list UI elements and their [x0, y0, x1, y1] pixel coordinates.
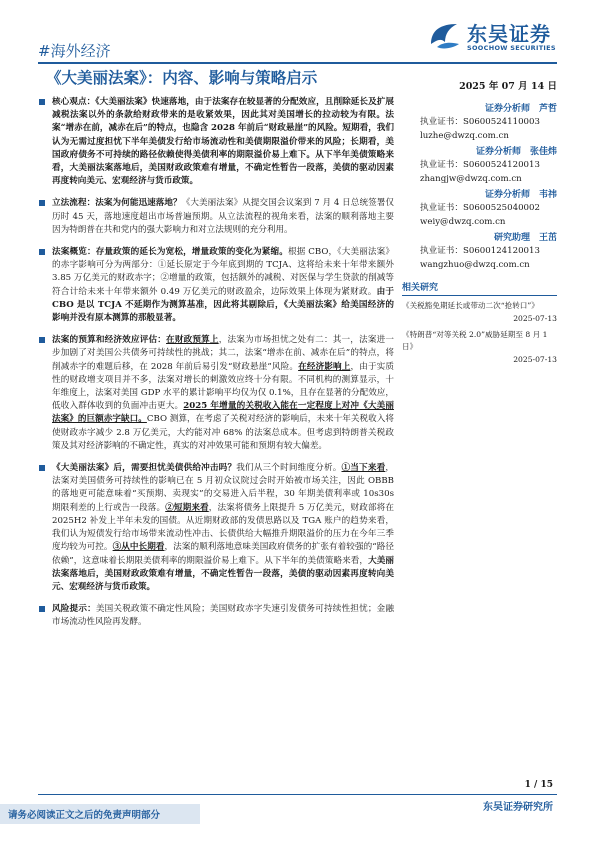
- bullet-icon: [39, 465, 45, 471]
- para-bold-tail: 由于 CBO 是以 TCJA 不延期作为测算基准，因此将其剔除后，《大美丽法案》给美国经济的影响并没有原本测算的那般显著。: [52, 286, 394, 324]
- logo-mark-icon: [427, 20, 461, 50]
- para-point-3: ③从中长期看: [112, 542, 165, 553]
- footer-divider: [38, 794, 557, 795]
- disclaimer-banner: [0, 804, 200, 824]
- bullet-icon: [39, 200, 45, 206]
- section-tag: #海外经济: [38, 42, 111, 60]
- para-underline-2: 在经济影响上: [298, 361, 351, 372]
- analyst-name: 证券分析师 芦哲: [484, 104, 557, 114]
- analyst-name: 研究助理 王茁: [493, 233, 557, 243]
- para-text: 《大美丽法案》从提交国会议案到 7 月 4 日总统签署仅历时 45 天，落地速度超出市场普遍预期。从立法流程的视角来看，法案的顺利落地主要因为特朗普在共和党内的强大影响力和对立法规则的充分利用。: [52, 198, 394, 235]
- analyst-cert: 执业证书：S0600524120013: [420, 160, 540, 170]
- disclaimer-text: 请务必阅读正文之后的免责声明部分: [8, 810, 161, 821]
- page-number: 1 / 15: [524, 780, 553, 790]
- para-bold-text: 《大美丽法案》快速落地，由于法案存在较显著的分配效应，且削除延长及扩展减税法案以外的条款给财政带来的是收紧效果，因此其对美国增长的拉动较为有限。法案“增赤在前，减赤在后”的特点，也隐含 2028 年前后“财政悬崖”的风险。短期看，我们认为无需过度担忧下半年美债发行给市场流动性和美债期限溢价带来的风险；长期看，美国政府债务不可持续的路径依赖使得美债利率的期限溢价易上难下。从下半年美债策略来看，大美丽法案落地后，美国财政政策难有增量，不确定性暂告一段落，美债的驱动因素再度转向美元、宏观经济与货币政策。: [52, 97, 394, 187]
- analyst-block: [416, 145, 557, 186]
- para-text-1: ，法案为市场担忧之处有二：其一，法案进一步加剧了对美国公共债务可持续性的挑战；其二，法案“增赤在前、减赤在后”的特点，将削减赤字的难题后移，在 2028 年前后易引发“财政悬崖”风险。: [52, 335, 394, 372]
- paragraph-budget-economic-effects: [38, 334, 394, 453]
- related-research-date: 2025-07-13: [513, 313, 557, 323]
- analyst-cert: 执业证书：S0600525040002: [420, 203, 540, 213]
- logo-text-en: SOOCHOW SECURITIES: [467, 44, 556, 52]
- para-text-3: CBO 测算，在考虑了关税对经济的影响后，未来十年关税收入将使财政赤字减少 2.8 万亿美元，大约能对冲 68% 的法案总成本。但考虑到特朗普关税政策及其对经济影响的不确定性，真实的对冲效果可能和预期有较大偏差。: [52, 414, 394, 451]
- para-text-0: 我们从三个时间维度分析。: [236, 463, 342, 474]
- para-text-3: ，法案的顺利落地意味美国政府债务的扩张有着较强的“路径依赖”，这意味着长期限美债利率的期限溢价易上难下。从下半年的美债策略来看，: [52, 542, 394, 566]
- analyst-email[interactable]: wangzhuo@dwzq.com.cn: [420, 259, 530, 270]
- paragraph-risk-warning: [38, 603, 394, 629]
- para-point-1: ①当下来看: [341, 463, 386, 474]
- para-lead: 法案概览：存量政策的延长为宽松，增量政策的变化为紧缩。: [52, 247, 288, 258]
- bullet-icon: [39, 337, 45, 343]
- para-text-1: ，法案对美国债务可持续性的影响已在 5 月初众议院过会时开始被市场关注，因此 OBBB 的落地更可能意味着“买预期、卖现实”的交易进入后半程，30 年期美债利率或 10s30s 期限利差的上行或告一段落。: [52, 463, 394, 513]
- para-text-2: ，法案将债务上限提升 5 万亿美元，财政部将在 2025H2 补发上半年未发的国债。从近期财政部的发债思路以及 TGA 账户的趋势来看，我们认为短债发行给市场带来流动性冲击、长债供给大幅推升期限溢价的压力在今年三季度均较为可控。: [52, 502, 394, 553]
- analyst-block: [416, 102, 557, 143]
- header-divider: [38, 62, 557, 64]
- para-text: 根据 CBO，《大美丽法案》的赤字影响可分为两部分：①延长原定于今年底到期的 TCJA、这将给未来十年带来额外 3.85 万亿美元的财政赤字；②增量的政策，包括额外的减税、对医保与学生贷款的削减等符合计给未来十年带来额外 0.49 万亿美元的财政盈余，边际效果上体现为紧财政。: [52, 247, 394, 297]
- para-point-2: ②短期来看: [165, 502, 209, 513]
- para-text: 美国关税政策不确定性风险；美国财政赤字失速引发债务可持续性担忧；金融市场流动性风险再发酵。: [52, 604, 394, 628]
- paragraph-legislative-process: [38, 197, 394, 237]
- analyst-block: [416, 188, 557, 229]
- para-lead: 核心观点：: [52, 97, 96, 107]
- logo-text-cn: 东吴证券: [467, 22, 551, 46]
- report-date: 2025 年 07 月 14 日: [459, 81, 557, 92]
- para-bold-mid: 2025 年增量的关税收入能在一定程度上对冲《大美丽法案》的巨额赤字缺口。: [52, 401, 394, 425]
- analyst-email[interactable]: luzhe@dwzq.com.cn: [420, 130, 509, 141]
- para-text-2: ，由于实质性的财政增支项目并不多，法案对增长的刺激效应终十分有限。不同机构的测算显示，十年维度上，法案对美国 GDP 水平的累计影响平均仅为仅 0.1%，且存在显著的分配效应，低收入群体收到的负面冲击更大。: [52, 361, 394, 412]
- main-content: [38, 96, 394, 639]
- analyst-cert: 执业证书：S0600524110003: [420, 117, 540, 127]
- related-research-link[interactable]: 《特朗普“对等关税 2.0”威胁延期至 8 月 1 日》: [402, 329, 548, 351]
- para-lead: 风险提示：: [52, 604, 96, 615]
- header: [38, 18, 557, 62]
- footer-org: 东吴证券研究所: [483, 802, 553, 813]
- bullet-icon: [39, 99, 45, 105]
- analyst-name: 证券分析师 韦祎: [484, 190, 557, 200]
- analyst-email[interactable]: zhangjw@dwzq.com.cn: [420, 173, 522, 184]
- analyst-email[interactable]: weiy@dwzq.com.cn: [420, 216, 506, 227]
- report-title: 《大美丽法案》：内容、影响与策略启示: [46, 69, 318, 87]
- paragraph-bill-overview: [38, 246, 394, 325]
- bullet-icon: [39, 606, 45, 612]
- para-lead: 《大美丽法案》后，需要担忧美债供给冲击吗？: [52, 463, 237, 474]
- para-bold-tail: 大美丽法案落地后，美国财政政策难有增量，不确定性暂告一段落，美债的驱动因素再度转向美元、宏观经济与货币政策。: [52, 555, 394, 592]
- analyst-name: 证券分析师 张佳炜: [475, 147, 557, 157]
- related-research-date: 2025-07-13: [513, 354, 557, 364]
- sidebar: [402, 78, 557, 370]
- company-logo: [427, 18, 557, 58]
- paragraph-supply-shock: [38, 462, 394, 594]
- bullet-icon: [39, 249, 45, 255]
- analyst-block: [416, 231, 557, 272]
- para-lead: 立法流程：法案为何能迅速落地？: [52, 198, 182, 209]
- analyst-cert: 执业证书：S0600124120013: [420, 246, 540, 256]
- related-research-link[interactable]: 《关税豁免期延长或带动二次“抢转口”》: [402, 301, 539, 310]
- paragraph-core-view: [38, 96, 394, 188]
- para-lead: 法案的预算和经济效应评估：: [52, 335, 167, 346]
- para-underline-1: 在财政预算上: [166, 335, 219, 346]
- related-research-title: 相关研究: [402, 280, 557, 296]
